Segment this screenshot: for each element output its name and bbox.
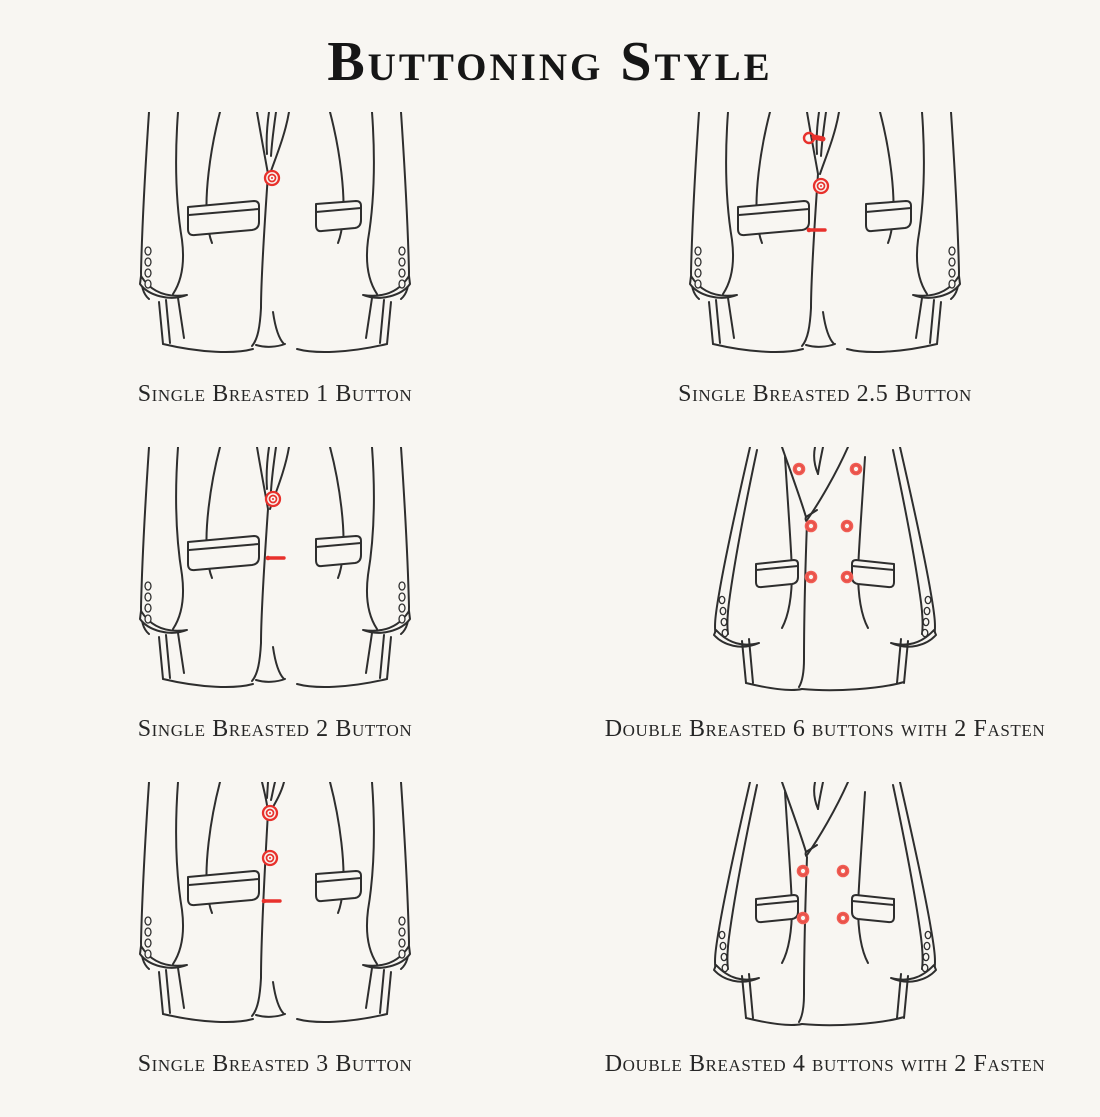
jacket-illustration-single-breasted-1-button [135, 112, 415, 372]
figure-single-breasted-1-button [0, 112, 550, 447]
figure-double-breasted-4-button [550, 782, 1100, 1117]
figure-caption: Single Breasted 2 Button [137, 716, 413, 742]
figure-double-breasted-6-button [550, 447, 1100, 782]
jacket-illustration-double-breasted-4-button [685, 782, 965, 1042]
figure-single-breasted-2-5-button [550, 112, 1100, 447]
figure-single-breasted-2-button [0, 447, 550, 782]
button-markers [797, 865, 850, 925]
jacket-illustration-single-breasted-2-5-button [685, 112, 965, 372]
figure-caption: Single Breasted 1 Button [137, 381, 413, 407]
button-markers [265, 171, 279, 185]
page-title: Buttoning Style [327, 31, 773, 93]
button-markers [266, 492, 284, 560]
figure-single-breasted-3-button [0, 782, 550, 1117]
figure-caption: Single Breasted 3 Button [137, 1051, 413, 1077]
figure-caption: Double Breasted 4 buttons with 2 Fasten [604, 1051, 1046, 1077]
jacket-illustration-double-breasted-6-button [685, 447, 965, 707]
figure-caption: Single Breasted 2.5 Button [678, 381, 972, 407]
figure-caption: Double Breasted 6 buttons with 2 Fasten [604, 716, 1046, 742]
jacket-illustration-single-breasted-2-button [135, 447, 415, 707]
figure-grid [0, 110, 1100, 1117]
jacket-illustration-single-breasted-3-button [135, 782, 415, 1042]
